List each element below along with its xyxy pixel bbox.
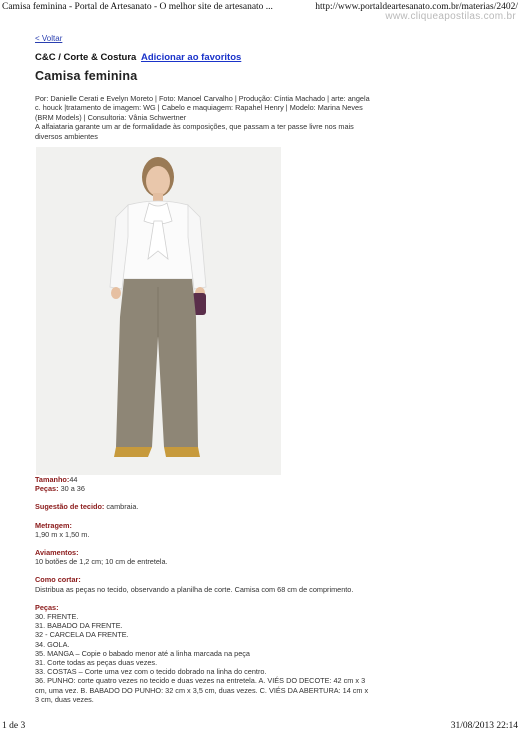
back-link[interactable]: < Voltar <box>35 34 63 43</box>
spec-pieces <box>35 484 370 493</box>
list-item: 36. PUNHO: corte quatro vezes no tecido e duas vezes na entretela. A. VIÉS DO DECOTE: 42 cm x 3 cm, uma vez. B. BABADO DO PUNHO: 32 cm x 3,5 cm, duas vezes. C. VIÉS DA ABERTURA: 14 cm x 3 cm, duas vezes. <box>35 676 369 704</box>
yardage-label: Metragem: <box>35 520 72 530</box>
page-number: 1 de 3 <box>2 721 26 731</box>
article-intro: A alfaiataria garante um ar de formalidade às composições, que passam a ter passe livre nos mais diversos ambientes <box>35 122 354 141</box>
cutting-label: Como cortar: <box>35 575 81 585</box>
list-item: 32 - CARCELA DA FRENTE. <box>35 630 129 640</box>
article-content <box>35 34 370 704</box>
page-title: Camisa feminina - Portal de Artesanato - O melhor site de artesanato ... <box>2 2 273 12</box>
list-item: 35. MANGA – Copie o babado menor até a linha marcada na peça <box>35 648 250 658</box>
spec-size <box>35 475 370 484</box>
spec-cutting <box>35 575 370 593</box>
section-name: C&C / Corte & Costura <box>35 52 137 63</box>
list-item: 33. COSTAS – Corte uma vez com o tecido dobrado na linha do centro. <box>35 667 267 677</box>
fabric-value: cambraia. <box>106 502 139 512</box>
spec-fabric <box>35 502 370 511</box>
size-label: Tamanho: <box>35 475 70 485</box>
pieces-list <box>35 612 370 704</box>
notions-label: Aviamentos: <box>35 548 79 558</box>
list-item: 31. Corte todas as peças duas vezes. <box>35 658 158 668</box>
list-item: 30. FRENTE. <box>35 612 79 622</box>
pieces-value: 30 a 36 <box>60 484 85 494</box>
print-datetime: 31/08/2013 22:14 <box>450 721 518 731</box>
list-item: 31. BABADO DA FRENTE. <box>35 621 123 631</box>
add-favorite-link[interactable]: Adicionar ao favoritos <box>140 52 242 63</box>
spec-pieces-list <box>35 603 370 704</box>
size-value: 44 <box>69 475 78 485</box>
spec-yardage <box>35 521 370 539</box>
article-credits: Por: Danielle Cerati e Evelyn Moreto | Foto: Manoel Carvalho | Produção: Cíntia Machado | arte: angela c. houck |tratamento de imagem: WG | Cabelo e maquiagem: Rapahel Henry | Modelo: Marina Neves (BRM Models) | Consultoria: Vânia Schwertner <box>35 94 370 122</box>
model-photo <box>36 147 281 475</box>
yardage-value: 1,90 m x 1,50 m. <box>35 529 90 539</box>
print-footer <box>2 721 518 733</box>
notions-value: 10 botões de 1,2 cm; 10 cm de entretela. <box>35 557 168 567</box>
page-url[interactable]: http://www.portaldeartesanato.com.br/materias/2402/ <box>315 2 518 12</box>
section-header <box>35 52 370 63</box>
article-title: Camisa feminina <box>35 69 138 83</box>
fabric-label: Sugestão de tecido: <box>35 502 105 512</box>
spec-notions <box>35 548 370 566</box>
pieces-label: Peças: <box>35 484 59 494</box>
pieces-list-label: Peças: <box>35 602 59 612</box>
watermark: www.cliqueapostilas.com.br <box>385 11 516 22</box>
list-item: 34. GOLA. <box>35 639 70 649</box>
model-illustration <box>36 147 281 475</box>
cutting-value: Distribua as peças no tecido, observando a planilha de corte. Camisa com 68 cm de comprimento. <box>35 584 354 594</box>
